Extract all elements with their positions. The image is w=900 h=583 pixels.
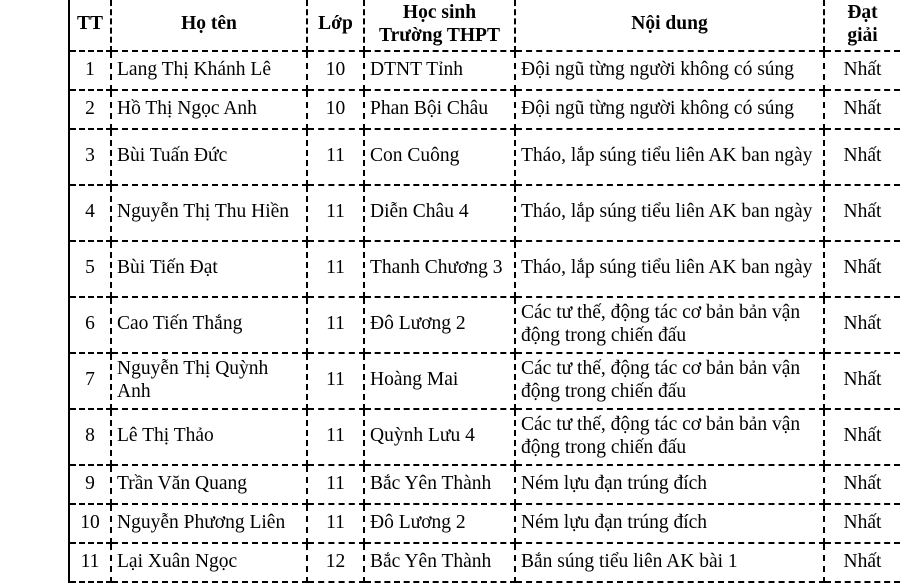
column-header-class: Lớp [307,0,364,51]
table-row [69,129,900,185]
cell-student-name: Trần Văn Quang [111,465,307,504]
table-row [69,51,900,90]
column-header-content: Nội dung [515,0,824,51]
table-header [69,0,900,51]
cell-content: Đội ngũ từng người không có súng [515,90,824,129]
cell-tt: 2 [69,90,111,129]
cell-content: Các tư thế, động tác cơ bản bản vận động trong chiến đấu [515,409,824,465]
column-header-tt: TT [69,0,111,51]
cell-prize: Nhất [824,504,900,543]
cell-content: Đội ngũ từng người không có súng [515,51,824,90]
cell-student-name: Lang Thị Khánh Lê [111,51,307,90]
table-header-row [69,0,900,51]
cell-prize: Nhất [824,185,900,241]
cell-student-name: Cao Tiến Thắng [111,297,307,353]
table-row [69,353,900,409]
cell-class: 11 [307,129,364,185]
cell-content: Ném lựu đạn trúng đích [515,504,824,543]
cell-school: Thanh Chương 3 [364,241,515,297]
cell-student-name: Hồ Thị Ngọc Anh [111,90,307,129]
cell-class: 11 [307,504,364,543]
cell-class: 11 [307,465,364,504]
cell-tt: 4 [69,185,111,241]
cell-student-name: Nguyễn Thị Thu Hiền [111,185,307,241]
cell-class: 10 [307,51,364,90]
cell-tt: 9 [69,465,111,504]
cell-content: Các tư thế, động tác cơ bản bản vận động trong chiến đấu [515,353,824,409]
cell-content: Tháo, lắp súng tiểu liên AK ban ngày [515,129,824,185]
column-header-name: Họ tên [111,0,307,51]
table-row [69,504,900,543]
cell-school: Bắc Yên Thành [364,543,515,582]
cell-prize: Nhất [824,409,900,465]
cell-student-name: Bùi Tiến Đạt [111,241,307,297]
cell-content: Tháo, lắp súng tiểu liên AK ban ngày [515,185,824,241]
cell-class: 10 [307,90,364,129]
cell-prize: Nhất [824,51,900,90]
cell-content: Tháo, lắp súng tiểu liên AK ban ngày [515,241,824,297]
cell-school: Diễn Châu 4 [364,185,515,241]
cell-tt: 1 [69,51,111,90]
cell-school: Đô Lương 2 [364,297,515,353]
cell-tt: 11 [69,543,111,582]
cell-prize: Nhất [824,241,900,297]
cell-prize: Nhất [824,129,900,185]
column-header-prize-line2: giải [847,24,878,46]
cell-class: 12 [307,543,364,582]
column-header-school [364,0,515,51]
cell-tt: 10 [69,504,111,543]
table-row [69,297,900,353]
table-row [69,90,900,129]
table-row [69,465,900,504]
cell-school: Đô Lương 2 [364,504,515,543]
cell-prize: Nhất [824,90,900,129]
cell-school: Phan Bội Châu [364,90,515,129]
table-row [69,409,900,465]
cell-school: Bắc Yên Thành [364,465,515,504]
cell-content: Các tư thế, động tác cơ bản bản vận động trong chiến đấu [515,297,824,353]
cell-school: DTNT Tỉnh [364,51,515,90]
table-row [69,185,900,241]
cell-class: 11 [307,185,364,241]
cell-school: Hoàng Mai [364,353,515,409]
cell-school: Con Cuông [364,129,515,185]
cell-tt: 3 [69,129,111,185]
cell-prize: Nhất [824,297,900,353]
cell-class: 11 [307,297,364,353]
cell-content: Ném lựu đạn trúng đích [515,465,824,504]
cell-class: 11 [307,409,364,465]
cell-student-name: Bùi Tuấn Đức [111,129,307,185]
cell-student-name: Nguyễn Phương Liên [111,504,307,543]
cell-prize: Nhất [824,543,900,582]
cell-student-name: Lại Xuân Ngọc [111,543,307,582]
column-header-prize-line1: Đạt [847,2,878,23]
cell-prize: Nhất [824,465,900,504]
cell-class: 11 [307,353,364,409]
cell-student-name: Nguyễn Thị Quỳnh Anh [111,353,307,409]
cell-tt: 5 [69,241,111,297]
cell-tt: 8 [69,409,111,465]
cell-tt: 7 [69,353,111,409]
results-table-container [68,0,882,583]
table-body [69,51,900,582]
cell-school: Quỳnh Lưu 4 [364,409,515,465]
cell-class: 11 [307,241,364,297]
cell-student-name: Lê Thị Thảo [111,409,307,465]
competition-results-table [68,0,900,583]
table-row [69,241,900,297]
column-header-school-line2: Trường THPT [379,24,500,46]
cell-prize: Nhất [824,353,900,409]
cell-content: Bắn súng tiểu liên AK bài 1 [515,543,824,582]
cell-tt: 6 [69,297,111,353]
table-row [69,543,900,582]
column-header-prize [824,0,900,51]
column-header-school-line1: Học sinh [402,2,477,23]
